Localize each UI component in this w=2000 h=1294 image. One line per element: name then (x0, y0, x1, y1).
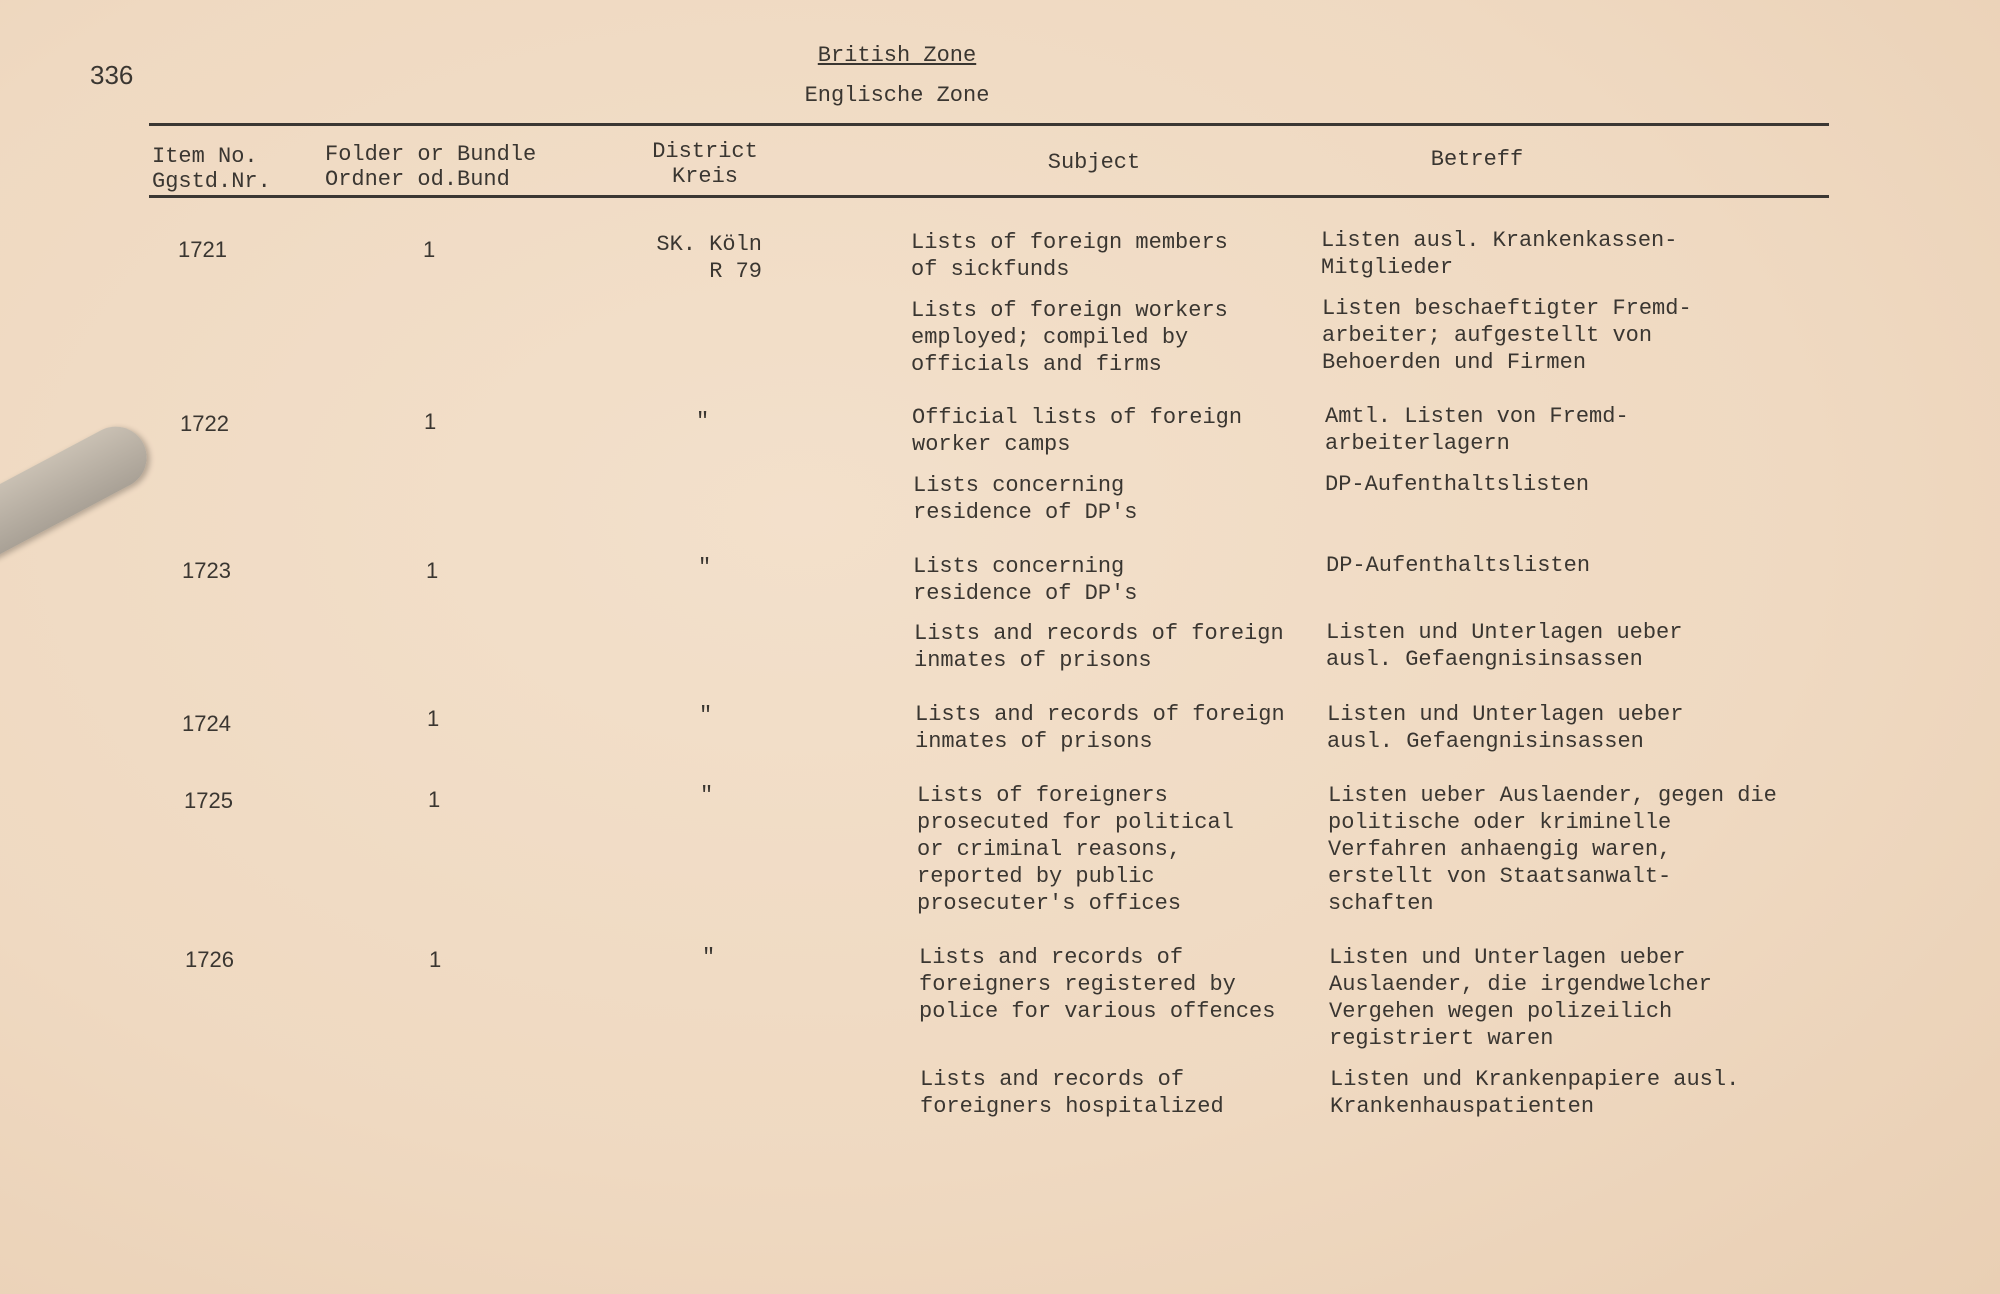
district-ditto: " (700, 783, 714, 808)
subject: Lists and records of foreign inmates of prisons (915, 702, 1285, 754)
pen-shadow (0, 416, 158, 579)
subject: Lists concerning residence of DP's (913, 554, 1138, 606)
page-title: British Zone (817, 43, 977, 68)
district-ditto: " (696, 409, 710, 434)
subject: Official lists of foreign worker camps (912, 405, 1243, 457)
header-district: District Kreis (652, 139, 758, 189)
page-number: 336 (90, 60, 134, 90)
betreff: Listen ausl. Krankenkassen- Mitglieder (1321, 228, 1678, 280)
betreff: Listen und Krankenpapiere ausl. Krankenhauspatienten (1330, 1067, 1740, 1119)
folder-number: 1 (423, 237, 436, 262)
header-rule (149, 195, 1829, 198)
header-item: Item No. Ggstd.Nr. (152, 144, 271, 194)
subject: Lists concerning residence of DP's (913, 473, 1138, 525)
item-number: 1726 (185, 947, 234, 972)
header-betreff: Betreff (1430, 147, 1524, 172)
betreff: Listen und Unterlagen ueber ausl. Gefaengnisinsassen (1326, 620, 1683, 672)
betreff: DP-Aufenthaltslisten (1326, 553, 1591, 578)
district-ditto: " (699, 703, 713, 728)
district: SK. Köln R 79 (656, 232, 762, 284)
item-number: 1721 (178, 237, 227, 262)
district-ditto: " (702, 945, 716, 970)
betreff: Listen ueber Auslaender, gegen die politische oder kriminelle Verfahren anhaengig waren, erstellt von Staatsanwalt- schaften (1328, 783, 1777, 916)
header-subject: Subject (1047, 150, 1141, 175)
betreff: DP-Aufenthaltslisten (1325, 472, 1590, 497)
betreff: Amtl. Listen von Fremd- arbeiterlagern (1325, 404, 1629, 456)
item-number: 1722 (180, 411, 229, 436)
folder-number: 1 (429, 947, 442, 972)
betreff: Listen und Unterlagen ueber Auslaender, die irgendwelcher Vergehen wegen polizeilich registriert waren (1329, 945, 1712, 1051)
subject: Lists and records of foreigners registered by police for various offences (919, 945, 1276, 1024)
betreff: Listen beschaeftigter Fremd- arbeiter; aufgestellt von Behoerden und Firmen (1322, 296, 1692, 375)
top-rule (149, 123, 1829, 126)
item-number: 1725 (184, 788, 233, 813)
subject: Lists of foreign members of sickfunds (911, 230, 1228, 282)
folder-number: 1 (427, 706, 440, 731)
folder-number: 1 (424, 409, 437, 434)
header-folder: Folder or Bundle Ordner od.Bund (325, 142, 537, 192)
folder-number: 1 (426, 558, 439, 583)
subject: Lists and records of foreign inmates of prisons (914, 621, 1284, 673)
betreff: Listen und Unterlagen ueber ausl. Gefaengnisinsassen (1327, 702, 1684, 754)
folder-number: 1 (428, 787, 441, 812)
item-number: 1724 (182, 711, 231, 736)
district-ditto: " (698, 555, 712, 580)
item-number: 1723 (182, 558, 231, 583)
subject: Lists of foreigners prosecuted for political or criminal reasons, reported by public prosecuter's offices (917, 783, 1234, 916)
page-subtitle: Englische Zone (804, 83, 990, 108)
subject: Lists and records of foreigners hospitalized (920, 1067, 1224, 1119)
subject: Lists of foreign workers employed; compiled by officials and firms (911, 298, 1228, 377)
